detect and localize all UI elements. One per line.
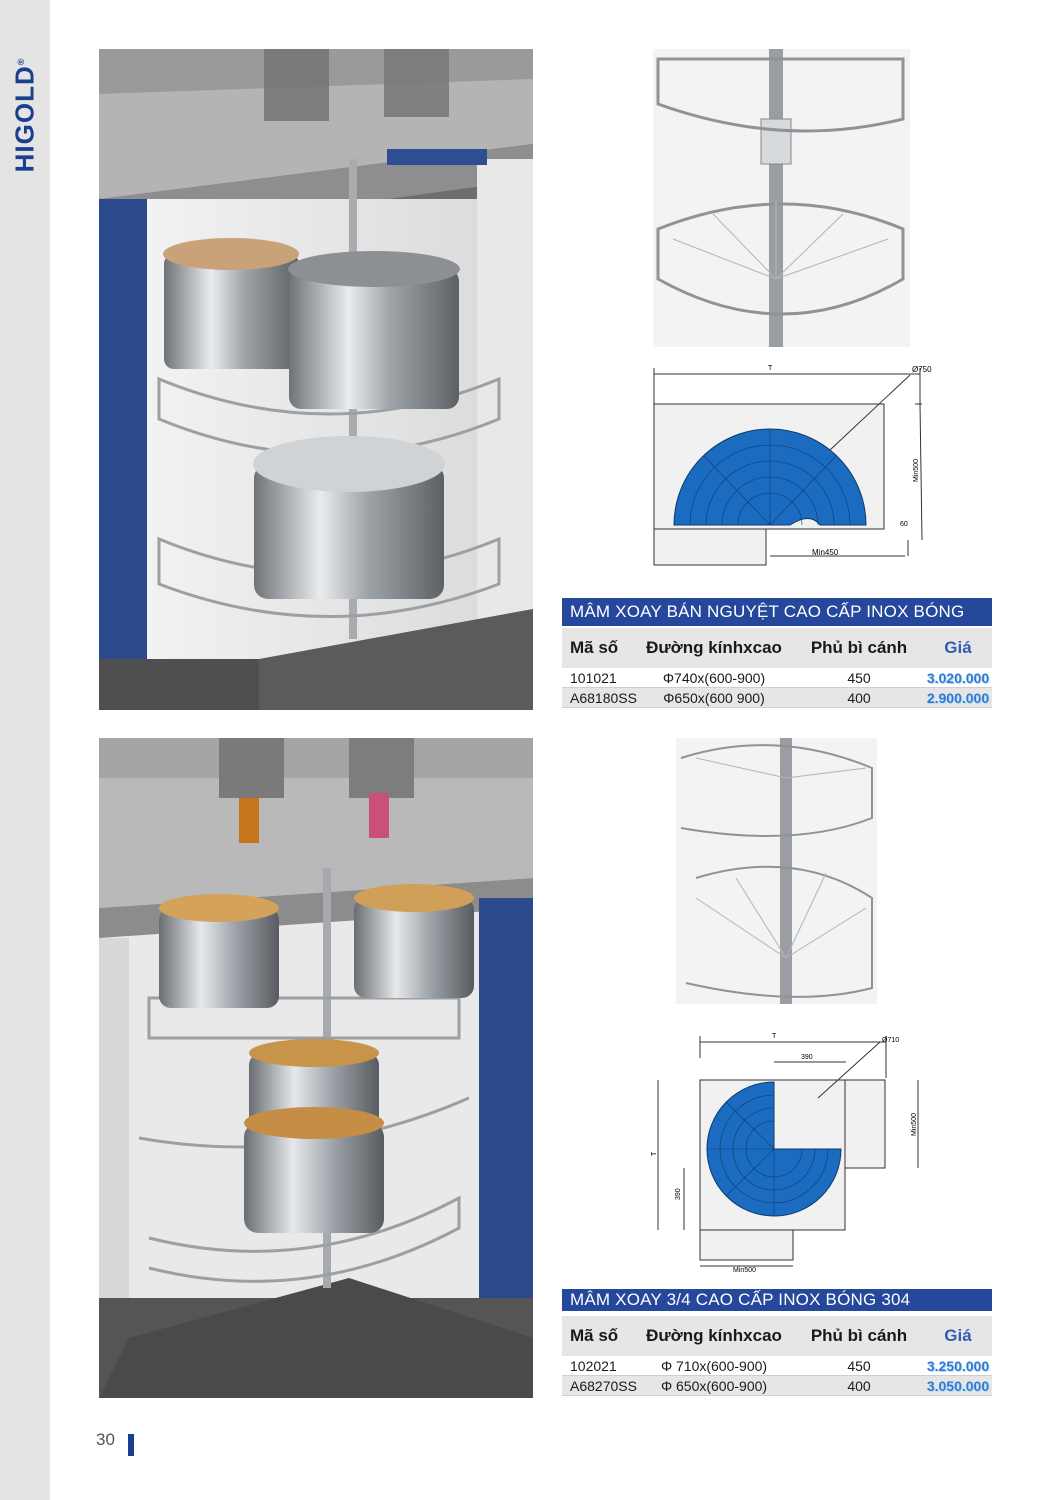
cell-size: Φ650x(600 900): [663, 689, 765, 706]
cell-size: Φ 650x(600-900): [660, 1377, 768, 1394]
cell-code: A68180SS: [570, 689, 637, 706]
cell-price: 3.020.000: [926, 669, 990, 686]
header-price: Giá: [944, 1326, 972, 1345]
cell-size: Φ740x(600-900): [662, 669, 766, 686]
cell-code: A68270SS: [570, 1377, 637, 1394]
cell-price: 2.900.000: [926, 689, 990, 706]
table-header: [562, 1316, 992, 1356]
svg-text:Min450: Min450: [812, 548, 839, 557]
svg-text:390: 390: [675, 1188, 682, 1200]
table-row: [562, 1376, 992, 1396]
svg-text:Min500: Min500: [913, 459, 920, 482]
cell-price: 3.250.000: [926, 1357, 990, 1374]
brand-logo: HIGOLD®: [9, 57, 40, 173]
product2-closeup: [676, 738, 877, 1004]
header-size: Đường kínhxcao: [646, 638, 782, 657]
svg-text:Min500: Min500: [911, 1113, 918, 1136]
header-cover: Phủ bì cánh: [810, 638, 908, 657]
svg-text:Ø750: Ø750: [912, 365, 932, 374]
header-code: Mã số: [570, 1326, 619, 1345]
svg-text:Ø710: Ø710: [882, 1037, 900, 1044]
table-row: [562, 1356, 992, 1376]
product2-title: MÂM XOAY 3/4 CAO CẤP INOX BÓNG 304: [562, 1289, 992, 1311]
product2-diagram: [648, 1028, 928, 1273]
header-cover: Phủ bì cánh: [810, 1326, 908, 1345]
product1-title: MÂM XOAY BÁN NGUYỆT CAO CẤP INOX BÓNG: [562, 598, 992, 626]
cell-cover: 400: [847, 689, 871, 706]
cell-cover: 450: [847, 669, 871, 686]
cell-cover: 400: [847, 1377, 871, 1394]
svg-text:390: 390: [801, 1054, 813, 1061]
product1-photo: [99, 49, 533, 710]
svg-text:T: T: [651, 1151, 658, 1156]
product1-spec-table: [562, 628, 992, 708]
product1-diagram: [640, 360, 935, 575]
header-code: Mã số: [570, 638, 619, 657]
svg-text:Min500: Min500: [733, 1267, 756, 1273]
svg-text:60: 60: [900, 521, 908, 528]
table-header: [562, 628, 992, 668]
svg-text:T: T: [772, 1033, 777, 1040]
table-row: [562, 668, 992, 688]
side-band: [0, 0, 50, 1500]
cell-cover: 450: [847, 1357, 871, 1374]
header-price: Giá: [944, 638, 972, 657]
product2-spec-table: [562, 1316, 992, 1396]
cell-size: Φ 710x(600-900): [660, 1357, 768, 1374]
header-size: Đường kínhxcao: [646, 1326, 782, 1345]
table-row: [562, 688, 992, 708]
cell-code: 102021: [570, 1357, 617, 1374]
svg-text:T: T: [768, 365, 773, 372]
page-number: 30: [96, 1430, 115, 1449]
product1-closeup: [653, 49, 910, 347]
page-marker: [128, 1434, 134, 1456]
cell-price: 3.050.000: [926, 1377, 990, 1394]
cell-code: 101021: [570, 669, 617, 686]
product2-photo: [99, 738, 533, 1398]
